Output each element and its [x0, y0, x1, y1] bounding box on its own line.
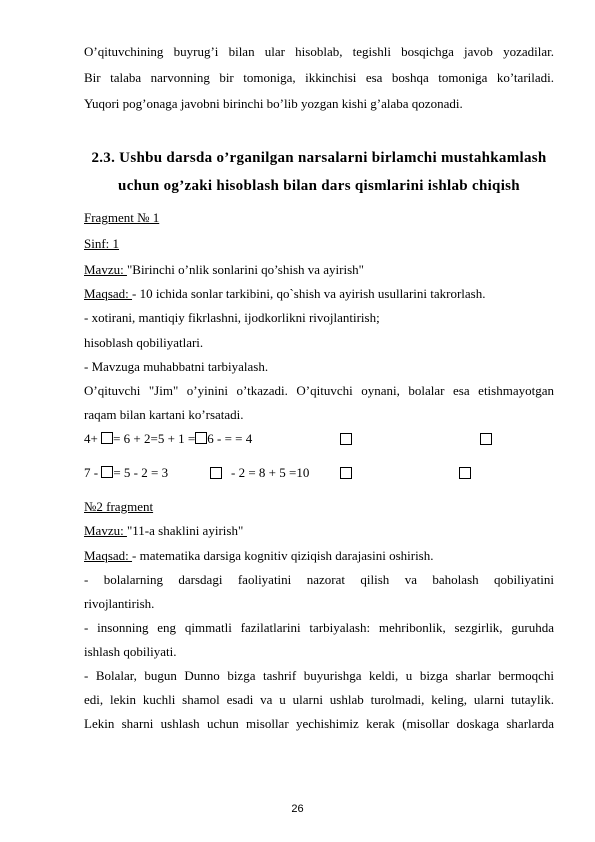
blank-box [210, 467, 222, 479]
goal-label: Maqsad: [84, 548, 133, 563]
fragment-1-grade: Sinf: 1 [84, 236, 120, 251]
goal-label: Maqsad: [84, 286, 133, 301]
fragment-2-p2-line-1: - insonning eng qimmatli fazilatlarini tarbiyalash: mehribonlik, sezgirlik, guruhda [84, 620, 554, 635]
topic-value: "11-a shaklini ayirish" [126, 523, 244, 538]
section-heading-line-2: uchun og’zaki hisoblash bilan dars qismlarini ishlab chiqish [118, 178, 520, 194]
blank-box [340, 467, 352, 479]
fragment-2-topic [84, 523, 554, 539]
fragment-1-topic [84, 262, 554, 278]
fragment-2-p2-line-2: ishlash qobiliyati. [84, 644, 177, 659]
intro-line-3: Yuqori pog’onaga javobni birinchi bo’lib yozgan kishi g’alaba qozonadi. [84, 96, 463, 111]
blank-box [101, 432, 113, 444]
goal-value: - matematika darsiga kognitiv qiziqish darajasini oshirish. [132, 548, 434, 563]
exercise-row-2-part-2: - 2 = 8 + 5 =10 [231, 465, 310, 480]
topic-label: Mavzu: [84, 262, 127, 277]
fragment-2-p3-line-2: edi, lekin kuchli shamol esadi va u ularni ushlab turolmadi, keling, ularni tutaylik. [84, 692, 554, 707]
exercise-row-1-part-2: 6 - = = 4 [207, 431, 253, 446]
fragment-1-title: Fragment № 1 [84, 210, 160, 225]
exercise-row-2-prefix: 7 - [84, 465, 99, 480]
fragment-1-point-3: - Mavzuga muhabbatni tarbiyalash. [84, 359, 269, 374]
fragment-1-point-2: hisoblash qobiliyatlari. [84, 335, 204, 350]
intro-line-1: O’qituvchining buyrug’i bilan ular hisoblab, tegishli bosqichga javob yozadilar. [84, 44, 554, 59]
exercise-row-2-part-1: = 5 - 2 = 3 [113, 465, 169, 480]
fragment-2-p1-line-2: rivojlantirish. [84, 596, 155, 611]
fragment-1-para-line-2: raqam bilan kartani ko’rsatadi. [84, 407, 244, 422]
fragment-1-point-1: - xotirani, mantiqiy fikrlashni, ijodkorlikni rivojlantirish; [84, 310, 380, 325]
intro-line-2: Bir talaba narvonning bir tomoniga, ikkinchisi esa boshqa tomoniga ko’tariladi. [84, 70, 554, 85]
goal-value: - 10 ichida sonlar tarkibini, qo`shish va ayirish usullarini takrorlash. [132, 286, 486, 301]
blank-box [340, 433, 352, 445]
blank-box [480, 433, 492, 445]
blank-box [459, 467, 471, 479]
fragment-1-para-line-1: O’qituvchi "Jim" o’yinini o’tkazadi. O’qituvchi oynani, bolalar esa etishmayotgan [84, 383, 554, 398]
exercise-row-1-prefix: 4+ [84, 431, 98, 446]
fragment-1-goal [84, 286, 554, 302]
page-number: 26 [291, 803, 304, 815]
fragment-2-p1-line-1: - bolalarning darsdagi faoliyatini nazorat qilish va baholash qobiliyatini [84, 572, 554, 587]
fragment-2-title: №2 fragment [84, 499, 154, 514]
fragment-2-goal [84, 548, 554, 564]
section-heading-line-1: 2.3. Ushbu darsda o’rganilgan narsalarni birlamchi mustahkamlash [91, 150, 547, 166]
topic-label: Mavzu: [84, 523, 127, 538]
exercise-row-2 [84, 465, 554, 481]
fragment-2-p3-line-1: - Bolalar, bugun Dunno bizga tashrif buyurishga keldi, u bizga sharlar bermoqchi [84, 668, 554, 683]
fragment-2-p3-line-3: Lekin sharni ushlash uchun misollar yechishimiz kerak (misollar doskaga sharlarda [84, 716, 554, 731]
blank-box [195, 432, 207, 444]
topic-value: "Birinchi o’nlik sonlarini qo’shish va ayirish" [126, 262, 364, 277]
blank-box [101, 466, 113, 478]
exercise-row-1-part-1: = 6 + 2=5 + 1 = [113, 431, 196, 446]
